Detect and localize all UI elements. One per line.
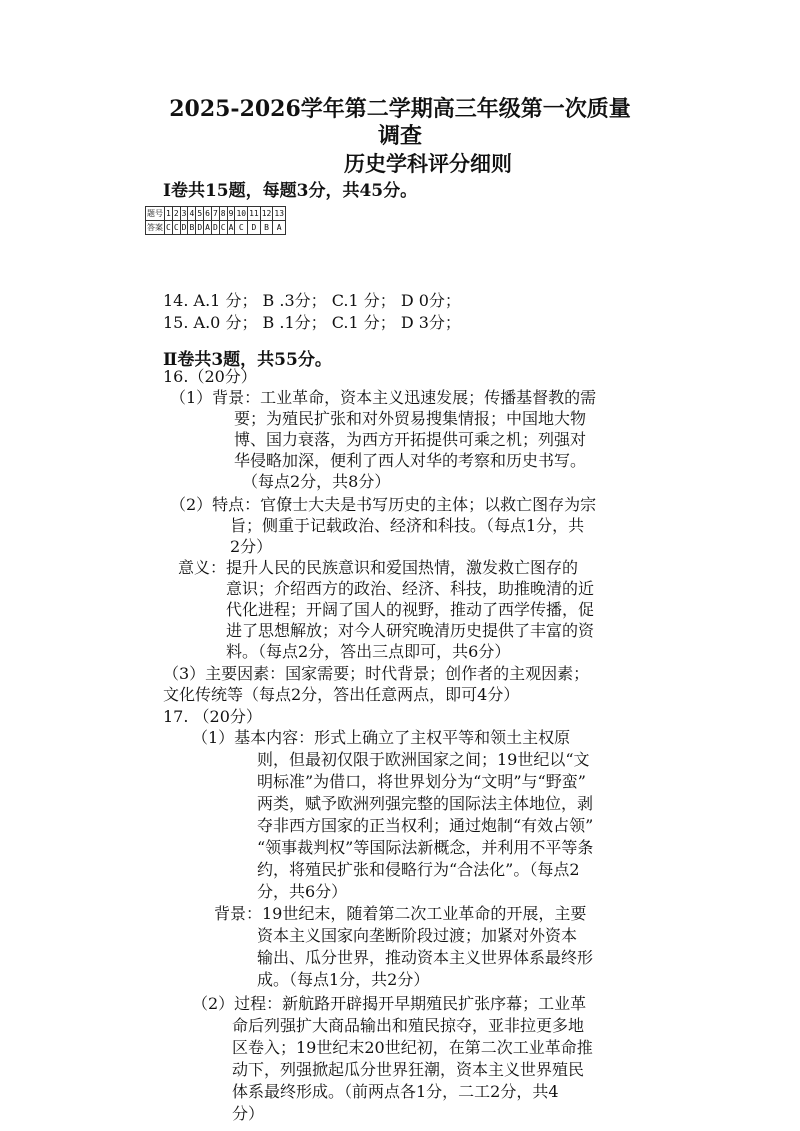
q16-significance-line: 进了思想解放；对今人研究晚清历史提供了丰富的资 [226,621,595,640]
q16-significance-line: 意义：提升人民的民族意识和爱国热情，激发救亡图存的 [178,558,579,577]
question-number: 9 [227,207,235,221]
part2-heading: Ⅱ卷共3题，共55分。 [163,350,332,370]
q16-significance-line: 料。（每点2分，答出三点即可，共6分） [226,642,511,661]
answer-table [145,206,286,235]
q17-background-line: 资本主义国家向垄断阶段过渡；加紧对外资本 [257,926,578,945]
q16-p1-line: 要；为殖民扩张和对外贸易搜集情报；中国地大物 [234,409,587,428]
q16-p2-line: 旨；侧重于记载政治、经济和科技。（每点1分，共 [230,516,585,535]
question-number: 2 [172,207,180,221]
q17-background-line: 背景：19世纪末，随着第二次工业革命的开展，主要 [214,904,587,923]
answer-cell: A [204,221,212,235]
q16-p2-line: （2）特点：官僚士大夫是书写历史的主体；以救亡图存为宗 [170,495,597,514]
q16-p1-line: 博、国力衰落，为西方开拓提供可乘之机；列强对 [234,430,587,449]
q16-p1-line: （1）背景：工业革命，资本主义迅速发展；传播基督教的需 [170,388,597,407]
question-number: 13 [273,207,286,221]
q17-p1-line: 分，共6分） [257,882,348,901]
page-title: 2025-2026学年第二学期高三年级第一次质量 [169,96,631,122]
question-number: 11 [248,207,261,221]
question-number: 10 [235,207,248,221]
q16-significance-line: 代化进程；开阔了国人的视野，推动了西学传播，促 [226,600,595,619]
question-number: 4 [188,207,196,221]
answer-cell: C [165,221,173,235]
q16-significance-line: 意识；介绍西方的政治、经济、科技，助推晚清的近 [226,579,595,598]
q14-scoring: 14. A.1 分； B .3分； C.1 分； D 0分； [163,291,461,310]
q16-p1-line: （每点2分，共8分） [242,472,391,491]
q15-scoring: 15. A.0 分； B .1分； C.1 分； D 3分； [163,313,461,332]
q17-p2-line: （2）过程：新航路开辟揭开早期殖民扩张序幕；工业革 [192,994,587,1013]
q17-p2-line: 动下，列强掀起瓜分世界狂潮，资本主义世界殖民 [232,1060,585,1079]
question-number: 8 [219,207,227,221]
answer-cell: B [188,221,196,235]
q17-p2-line: 体系最终形成。（前两点各1分，二工2分，共4 [232,1082,559,1101]
q17-p1-line: （1）基本内容：形式上确立了主权平等和领土主权原 [192,728,571,747]
answer-cell: D [248,221,261,235]
answer-cell: D [180,221,188,235]
q16-p2-line: 2分） [230,537,273,556]
part1-heading: Ⅰ卷共15题，每题3分，共45分。 [163,181,418,201]
q17-p2-line: 区卷入；19世纪末20世纪初，在第二次工业革命推 [232,1038,593,1057]
answer-cell: A [273,221,286,235]
q17-background-line: 输出、瓜分世界，推动资本主义世界体系最终形 [257,948,594,967]
answer-cell: C [219,221,227,235]
question-number: 3 [180,207,188,221]
q17-p1-line: 约，将殖民扩张和侵略行为“合法化”。（每点2 [257,860,580,879]
page-subtitle: 历史学科评分细则 [344,151,512,176]
question-number: 1 [165,207,173,221]
q17-p1-line: 明标准”为借口，将世界划分为“文明”与“野蛮” [257,772,586,791]
question-number: 7 [211,207,219,221]
page-title-continued: 调查 [377,123,422,149]
answer-cell: C [172,221,180,235]
answer-cell: A [227,221,235,235]
q17-background-line: 成。（每点1分，共2分） [257,970,430,989]
answer-cell: C [235,221,248,235]
q17-p1-line: “领事裁判权”等国际法新概念，并利用不平等条 [257,838,594,857]
q16-p3-line: 文化传统等（每点2分，答出任意两点，即可4分） [163,685,520,704]
question-number: 12 [260,207,273,221]
q17-p1-line: 夺非西方国家的正当权利；通过炮制“有效占领” [257,816,594,835]
row-label: 答案 [146,221,165,235]
q17-p1-line: 两类，赋予欧洲列强完整的国际法主体地位，剥 [257,794,594,813]
q17-p2-line: 命后列强扩大商品输出和殖民掠夺，亚非拉更多地 [232,1016,585,1035]
q16-p1-line: 华侵略加深，便利了西人对华的考察和历史书写。 [234,451,587,470]
answer-table-answer-row [146,221,286,235]
answer-cell: B [260,221,273,235]
question-number: 6 [204,207,212,221]
answer-cell: D [211,221,219,235]
row-label: 题号 [146,207,165,221]
q17-p1-line: 则，但最初仅限于欧洲国家之间；19世纪以“文 [257,750,590,769]
answer-cell: D [196,221,204,235]
answer-table-number-row [146,207,286,221]
q17-p2-line: 分） [232,1104,265,1123]
question-number: 5 [196,207,204,221]
q16-label: 16.（20分） [163,367,257,386]
q17-label: 17. （20分） [163,707,262,726]
q16-p3-line: （3）主要因素：国家需要；时代背景；创作者的主观因素； [163,664,590,683]
